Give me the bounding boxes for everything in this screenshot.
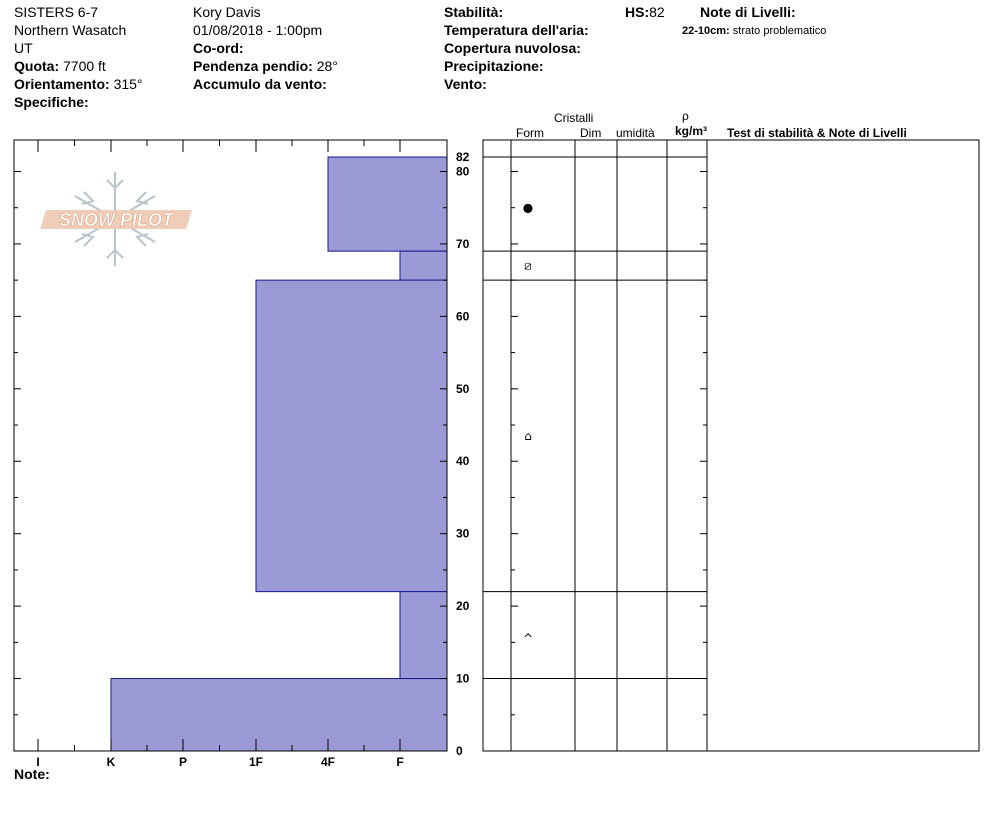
size-column-header: Dim [580,126,602,140]
observer-name: Kory Davis [193,4,261,20]
y-tick-label: 30 [456,526,470,541]
crystal-form-icon: ^ [522,631,534,646]
layer-bar-2 [256,280,447,591]
notes-label: Note: [14,766,50,782]
elevation-label: Quota: [14,58,60,74]
layer-bar-3 [400,592,447,679]
y-tick-label: 10 [456,671,470,686]
moisture-column-header: umidità [616,126,655,140]
y-tick-label: 40 [456,454,470,469]
location-name: SISTERS 6-7 [14,4,99,20]
hardness-label: I [36,755,40,769]
coord-label: Co-ord: [193,40,244,56]
layer-note-text: strato problematico [732,25,827,37]
specifics-label: Specifiche: [14,94,89,110]
hardness-label: F [396,755,404,769]
y-tick-label: 60 [456,309,470,324]
precipitation-label: Precipitazione: [444,58,544,74]
form-column-header: Form [516,126,544,140]
y-tick-label: 0 [456,744,463,758]
density-unit-header: kg/m³ [675,124,708,138]
logo-text: SNOW PILOT [59,210,173,230]
mountain-range: Northern Wasatch [14,22,127,38]
crystals-header: Cristalli [554,111,594,125]
elevation-value: 7700 ft [63,58,106,74]
y-tick-label: 50 [456,381,470,396]
y-tick-label: 20 [456,599,470,614]
crystal-form-icon: ⌂ [524,428,532,443]
rho-header: ρ [682,109,689,123]
slope-label: Pendenza pendio: [193,58,313,74]
sky-cover-label: Copertura nuvolosa: [444,40,581,56]
hs-value: 82 [649,4,665,20]
aspect-label: Orientamento: [14,76,110,92]
hardness-label: 1F [248,755,264,769]
observation-datetime: 01/08/2018 - 1:00pm [193,22,323,38]
hardness-label: P [178,755,188,769]
y-tick-label: 80 [456,164,470,179]
layer-bar-1 [400,251,447,280]
layer-table-frame [483,140,979,751]
snowpilot-logo [40,172,192,266]
layer-note-depth: 22-10cm: [682,25,730,37]
slope-value: 28° [316,58,338,74]
hardness-label: 4F [320,755,336,769]
air-temp-label: Temperatura dell'aria: [444,22,589,38]
crystal-form-icon: ⧄ [524,258,532,273]
wind-label: Vento: [444,76,487,92]
layer-bar-0 [328,157,447,251]
hardness-label: K [106,755,116,769]
stability-label: Stabilità: [444,4,504,20]
layer-notes-title: Note di Livelli: [700,4,796,20]
crystal-form-icon: ● [522,200,534,215]
wind-loading-label: Accumulo da vento: [193,76,327,92]
hs-tick-label: 82 [456,150,470,164]
stability-notes-header: Test di stabilità & Note di Livelli [727,126,907,140]
layer-bar-4 [111,679,447,751]
hs-label: HS: [625,4,650,20]
state: UT [14,40,33,56]
aspect-value: 315° [113,76,143,92]
y-tick-label: 70 [456,236,470,251]
